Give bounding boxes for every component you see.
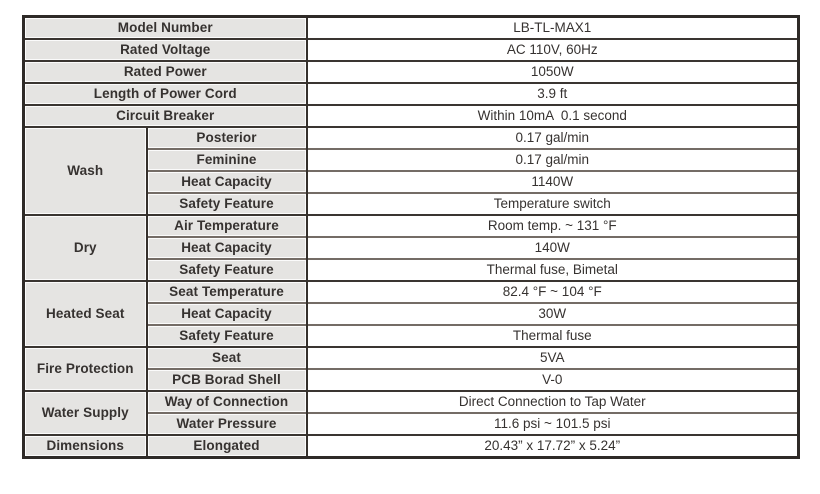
spec-label: Safety Feature bbox=[147, 193, 307, 215]
spec-label: Posterior bbox=[147, 127, 307, 149]
spec-category-water-supply: Water Supply bbox=[24, 391, 147, 435]
spec-row-rated-voltage bbox=[24, 39, 799, 61]
spec-value: Direct Connection to Tap Water bbox=[307, 391, 799, 413]
spec-value: 0.17 gal/min bbox=[307, 149, 799, 171]
spec-row bbox=[24, 127, 799, 149]
spec-category-dry: Dry bbox=[24, 215, 147, 281]
specification-table bbox=[22, 15, 800, 459]
spec-label: Feminine bbox=[147, 149, 307, 171]
spec-value: Thermal fuse bbox=[307, 325, 799, 347]
spec-value: 82.4 °F ~ 104 °F bbox=[307, 281, 799, 303]
spec-label: Rated Power bbox=[24, 61, 307, 83]
spec-row-circuit-breaker bbox=[24, 105, 799, 127]
spec-row bbox=[24, 281, 799, 303]
spec-label: Length of Power Cord bbox=[24, 83, 307, 105]
spec-value: 1050W bbox=[307, 61, 799, 83]
spec-label: Seat Temperature bbox=[147, 281, 307, 303]
spec-row-rated-power bbox=[24, 61, 799, 83]
spec-row bbox=[24, 435, 799, 458]
spec-row bbox=[24, 391, 799, 413]
spec-value: Temperature switch bbox=[307, 193, 799, 215]
spec-row bbox=[24, 215, 799, 237]
spec-label: Way of Connection bbox=[147, 391, 307, 413]
spec-label: Heat Capacity bbox=[147, 303, 307, 325]
spec-label: Circuit Breaker bbox=[24, 105, 307, 127]
spec-label: Elongated bbox=[147, 435, 307, 458]
spec-value: Thermal fuse, Bimetal bbox=[307, 259, 799, 281]
spec-label: Safety Feature bbox=[147, 325, 307, 347]
spec-value: Room temp. ~ 131 °F bbox=[307, 215, 799, 237]
spec-label: Model Number bbox=[24, 17, 307, 40]
spec-value: 3.9 ft bbox=[307, 83, 799, 105]
spec-category-heated-seat: Heated Seat bbox=[24, 281, 147, 347]
spec-label: Seat bbox=[147, 347, 307, 369]
spec-value: AC 110V, 60Hz bbox=[307, 39, 799, 61]
spec-label: Heat Capacity bbox=[147, 171, 307, 193]
spec-value: V-0 bbox=[307, 369, 799, 391]
spec-row-model-number bbox=[24, 17, 799, 40]
spec-row bbox=[24, 347, 799, 369]
spec-label: Water Pressure bbox=[147, 413, 307, 435]
spec-value: 1140W bbox=[307, 171, 799, 193]
spec-value: LB-TL-MAX1 bbox=[307, 17, 799, 40]
spec-label: Heat Capacity bbox=[147, 237, 307, 259]
spec-label: PCB Borad Shell bbox=[147, 369, 307, 391]
spec-category-dimensions: Dimensions bbox=[24, 435, 147, 458]
spec-value: Within 10mA 0.1 second bbox=[307, 105, 799, 127]
spec-label: Rated Voltage bbox=[24, 39, 307, 61]
spec-category-fire-protection: Fire Protection bbox=[24, 347, 147, 391]
spec-value: 140W bbox=[307, 237, 799, 259]
spec-value: 11.6 psi ~ 101.5 psi bbox=[307, 413, 799, 435]
spec-value: 0.17 gal/min bbox=[307, 127, 799, 149]
spec-row-power-cord-length bbox=[24, 83, 799, 105]
spec-label: Air Temperature bbox=[147, 215, 307, 237]
spec-value: 5VA bbox=[307, 347, 799, 369]
spec-value: 20.43” x 17.72” x 5.24” bbox=[307, 435, 799, 458]
spec-value: 30W bbox=[307, 303, 799, 325]
spec-category-wash: Wash bbox=[24, 127, 147, 215]
spec-label: Safety Feature bbox=[147, 259, 307, 281]
